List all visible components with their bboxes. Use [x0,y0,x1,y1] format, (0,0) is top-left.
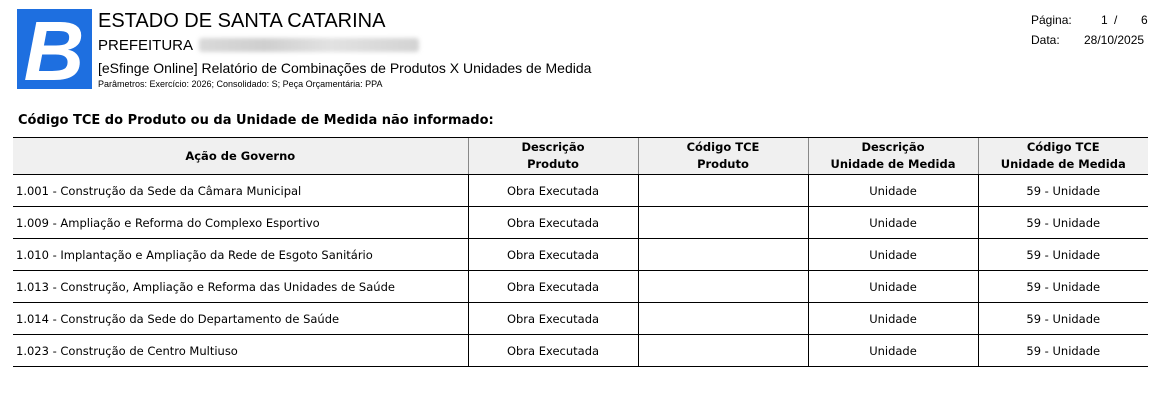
logo-letter: B [23,9,85,89]
cell-acao: 1.023 - Construção de Centro Multiuso [13,335,468,367]
cell-desc-unidade: Unidade [808,175,978,207]
report-title: [eSfinge Online] Relatório de Combinações de Produtos X Unidades de Medida [98,60,592,76]
cell-cod-unidade: 59 - Unidade [978,175,1148,207]
header-cod-produto-line1: Código TCE [686,140,760,154]
betha-logo [17,9,92,89]
prefeitura-line [98,37,419,55]
header-codigo-tce-unidade [978,138,1148,175]
section-title: Código TCE do Produto ou da Unidade de Medida não informado: [18,113,494,128]
page-separator: / [1114,13,1118,27]
header-codigo-tce-produto [638,138,808,175]
table-row [13,207,1148,239]
redacted-municipality-name [199,38,419,52]
report-date: 28/10/2025 [1084,33,1145,47]
cell-cod-produto [638,335,808,367]
cell-desc-produto: Obra Executada [468,335,638,367]
cell-cod-unidade: 59 - Unidade [978,239,1148,271]
table-row [13,239,1148,271]
cell-desc-unidade: Unidade [808,207,978,239]
cell-cod-unidade: 59 - Unidade [978,271,1148,303]
report-parameters: Parâmetros: Exercício: 2026; Consolidado: S; Peça Orçamentária: PPA [98,79,383,89]
table-header [13,138,1148,175]
cell-acao: 1.014 - Construção da Sede do Departamento de Saúde [13,303,468,335]
page-current: 1 [1101,13,1108,27]
header-acao-governo [13,138,468,175]
cell-cod-unidade: 59 - Unidade [978,207,1148,239]
page-label: Página: [1031,13,1072,27]
cell-cod-produto [638,175,808,207]
date-label: Data: [1031,33,1060,47]
cell-cod-unidade: 59 - Unidade [978,335,1148,367]
header-desc-produto-line1: Descrição [521,140,585,154]
cell-cod-produto [638,271,808,303]
meta-labels [1031,10,1072,50]
cell-desc-unidade: Unidade [808,271,978,303]
table-row [13,303,1148,335]
table-header-row [13,138,1148,175]
cell-desc-produto: Obra Executada [468,271,638,303]
cell-desc-unidade: Unidade [808,335,978,367]
cell-acao: 1.009 - Ampliação e Reforma do Complexo Esportivo [13,207,468,239]
header-cod-unidade-line2: Unidade de Medida [1000,157,1126,171]
page-total: 6 [1141,13,1148,27]
cell-cod-produto [638,303,808,335]
cell-cod-unidade: 59 - Unidade [978,303,1148,335]
cell-desc-produto: Obra Executada [468,303,638,335]
table-row [13,271,1148,303]
prefeitura-label: PREFEITURA [98,37,194,54]
cell-desc-produto: Obra Executada [468,175,638,207]
cell-acao: 1.013 - Construção, Ampliação e Reforma das Unidades de Saúde [13,271,468,303]
header-descricao-produto [468,138,638,175]
header-desc-produto-line2: Produto [527,157,579,171]
cell-acao: 1.001 - Construção da Sede da Câmara Municipal [13,175,468,207]
table-row [13,175,1148,207]
header-desc-unidade-line1: Descrição [861,140,925,154]
cell-cod-produto [638,239,808,271]
header-cod-unidade-line1: Código TCE [1026,140,1100,154]
cell-desc-produto: Obra Executada [468,239,638,271]
combinations-table [13,137,1148,367]
state-name: ESTADO DE SANTA CATARINA [98,10,386,32]
table-row [13,335,1148,367]
cell-desc-produto: Obra Executada [468,207,638,239]
header-cod-produto-line2: Produto [697,157,749,171]
table-body [13,175,1148,367]
header-desc-unidade-line2: Unidade de Medida [830,157,956,171]
cell-cod-produto [638,207,808,239]
cell-desc-unidade: Unidade [808,239,978,271]
header-descricao-unidade [808,138,978,175]
cell-acao: 1.010 - Implantação e Ampliação da Rede de Esgoto Sanitário [13,239,468,271]
header-acao-line1: Ação de Governo [185,148,296,163]
cell-desc-unidade: Unidade [808,303,978,335]
